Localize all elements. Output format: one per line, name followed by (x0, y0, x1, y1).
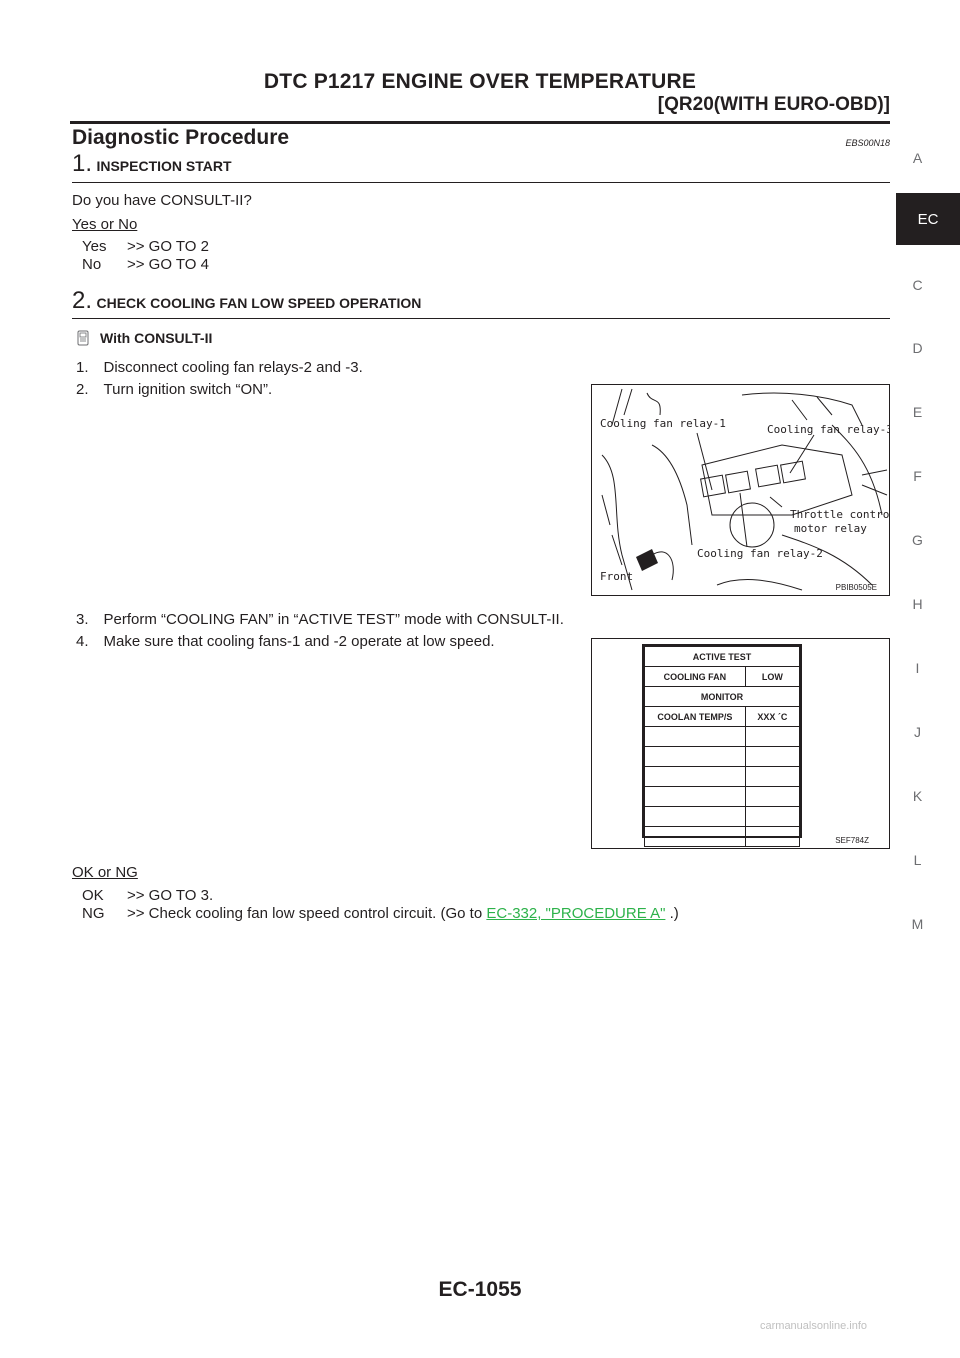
with-consult-label: With CONSULT-II (100, 330, 213, 346)
option-yes: Yes >> GO TO 2 (82, 238, 209, 255)
step-2-results (82, 887, 679, 923)
relay-location-figure (591, 384, 890, 596)
sidebar-letter-k[interactable]: K (912, 788, 923, 804)
consult-tool-icon (72, 330, 94, 346)
result-ng: NG >> Check cooling fan low speed control circuit. (Go to EC-332, "PROCEDURE A" .) (82, 905, 679, 922)
step-2-heading (72, 287, 421, 315)
section-title: Diagnostic Procedure (72, 126, 290, 149)
label-throttle-2: motor relay (794, 522, 867, 535)
figure-2-code: SEF784Z (835, 836, 869, 845)
watermark: carmanualsonline.info (760, 1320, 868, 1332)
step-2-number: 2. (72, 287, 93, 314)
sidebar-letter-e[interactable]: E (912, 404, 923, 420)
step-2-item-4: 4. Make sure that cooling fans-1 and -2 operate at low speed. (76, 633, 495, 650)
monitor-item-name: COOLAN TEMP/S (645, 707, 746, 727)
sidebar-letter-l[interactable]: L (913, 852, 922, 868)
sidebar-letter-m[interactable]: M (911, 916, 924, 932)
step-1-title: INSPECTION START (96, 158, 232, 174)
sidebar-letter-h[interactable]: H (912, 596, 923, 612)
test-item-name: COOLING FAN (645, 667, 746, 687)
active-test-table (644, 646, 800, 847)
with-consult-row (72, 330, 212, 346)
step-1-number: 1. (72, 150, 93, 177)
step-1-heading (72, 150, 232, 178)
label-relay-1: Cooling fan relay-1 (600, 417, 726, 430)
option-no: No >> GO TO 4 (82, 256, 209, 273)
step-2-item-3: 3. Perform “COOLING FAN” in “ACTIVE TEST” mode with CONSULT-II. (76, 611, 564, 628)
monitor-item-value: XXX ´C (745, 707, 799, 727)
header-divider (70, 121, 890, 124)
sidebar-letter-a[interactable]: A (912, 150, 923, 166)
test-item-value: LOW (745, 667, 799, 687)
step-2-title: CHECK COOLING FAN LOW SPEED OPERATION (96, 295, 422, 311)
monitor-header: MONITOR (645, 687, 800, 707)
sidebar-letter-g[interactable]: G (912, 532, 923, 548)
label-relay-2: Cooling fan relay-2 (697, 547, 823, 560)
active-test-header: ACTIVE TEST (645, 647, 800, 667)
label-front: Front (600, 570, 634, 583)
procedure-a-link[interactable]: EC-332, "PROCEDURE A" (486, 905, 666, 922)
page-number: EC-1055 (438, 1278, 522, 1301)
page-header-title: DTC P1217 ENGINE OVER TEMPERATURE (263, 70, 697, 93)
step-2-item-2: 2. Turn ignition switch “ON”. (76, 381, 273, 398)
sidebar-tab-ec[interactable]: EC (896, 193, 960, 245)
step-1-choice-label: Yes or No (72, 216, 138, 233)
label-throttle-1: Throttle control (790, 508, 889, 521)
consult-screen (642, 644, 802, 838)
consult-screen-figure (591, 638, 890, 849)
step-1-options (82, 238, 209, 274)
sidebar-letter-c[interactable]: C (912, 277, 923, 293)
step-1-question: Do you have CONSULT-II? (72, 192, 252, 209)
result-ok: OK >> GO TO 3. (82, 887, 214, 904)
section-code: EBS00N18 (845, 138, 890, 148)
sidebar-letter-f[interactable]: F (913, 468, 922, 484)
step-1-divider (72, 182, 890, 183)
page-header-subtitle: [QR20(WITH EURO-OBD)] (657, 94, 890, 115)
sidebar-letter-i[interactable]: I (915, 660, 920, 676)
step-2-choice-label: OK or NG (72, 864, 138, 881)
label-relay-3: Cooling fan relay-3 (767, 423, 889, 436)
step-2-divider (72, 318, 890, 319)
step-2-item-1: 1. Disconnect cooling fan relays-2 and -3. (76, 359, 363, 376)
figure-1-code: PBIB0505E (835, 583, 877, 592)
sidebar-letter-d[interactable]: D (912, 340, 923, 356)
sidebar-letter-j[interactable]: J (914, 724, 921, 740)
relay-location-drawing (592, 385, 889, 595)
